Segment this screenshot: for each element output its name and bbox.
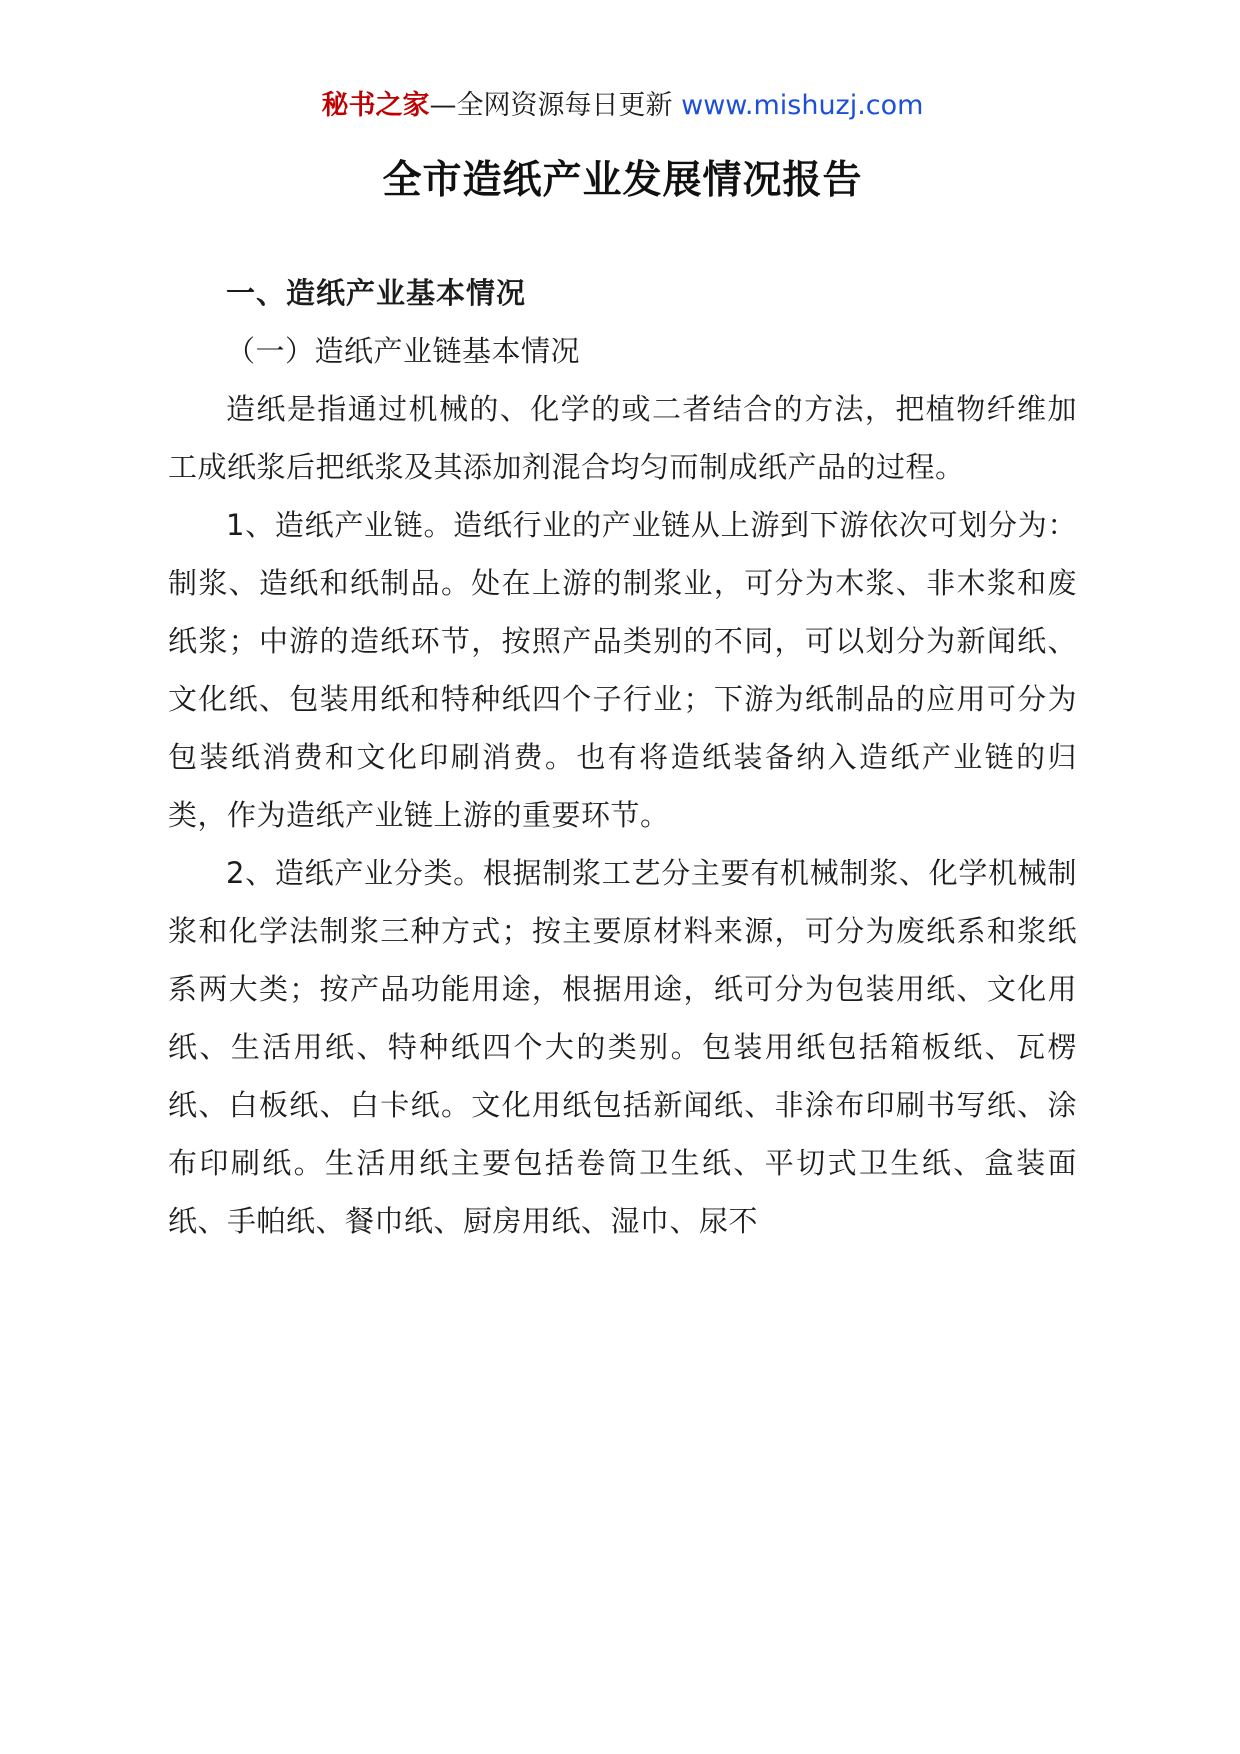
paragraph-industry-chain: 1、造纸产业链。造纸行业的产业链从上游到下游依次可划分为：制浆、造纸和纸制品。处在上游的制浆业，可分为木浆、非木浆和废纸浆；中游的造纸环节，按照产品类别的不同，可以划分为新闻纸、文化纸、包装用纸和特种纸四个子行业；下游为纸制品的应用可分为包装纸消费和文化印刷消费。也有将造纸装备纳入造纸产业链的归类，作为造纸产业链上游的重要环节。	[168, 508, 1077, 832]
site-header	[168, 88, 1077, 124]
section-heading-1-1: （一）造纸产业链基本情况	[226, 334, 581, 368]
site-url-link[interactable]: www.mishuzj.com	[681, 90, 924, 121]
paragraph-industry-classification: 2、造纸产业分类。根据制浆工艺分主要有机械制浆、化学机械制浆和化学法制浆三种方式；按主要原材料来源，可分为废纸系和浆纸系两大类；按产品功能用途，根据用途，纸可分为包装用纸、文化用纸、生活用纸、特种纸四个大的类别。包装用纸包括箱板纸、瓦楞纸、白板纸、白卡纸。文化用纸包括新闻纸、非涂布印刷书写纸、涂布印刷纸。生活用纸主要包括卷筒卫生纸、平切式卫生纸、盒装面纸、手帕纸、餐巾纸、厨房用纸、湿巾、尿不	[168, 856, 1077, 1238]
site-brand: 秘书之家	[321, 90, 430, 121]
paragraph-intro: 造纸是指通过机械的、化学的或二者结合的方法，把植物纤维加工成纸浆后把纸浆及其添加剂混合均匀而制成纸产品的过程。	[168, 392, 1077, 484]
document-body	[168, 264, 1077, 1250]
section-heading-1: 一、造纸产业基本情况	[226, 276, 527, 310]
site-tagline: —全网资源每日更新	[429, 90, 682, 121]
document-title: 全市造纸产业发展情况报告	[382, 158, 863, 203]
